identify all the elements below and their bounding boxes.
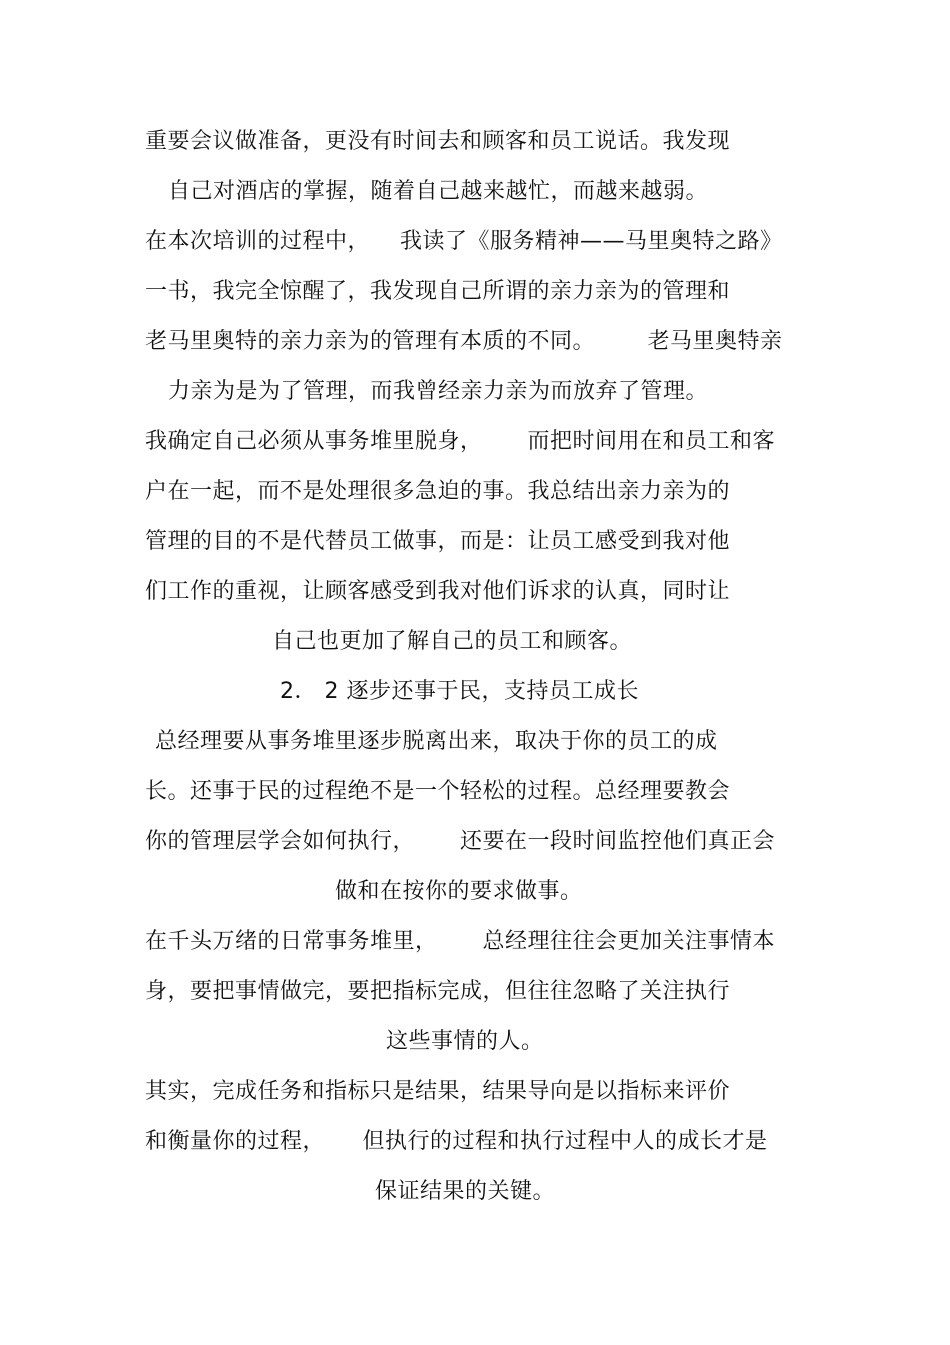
text-line: 我确定自己必须从事务堆里脱身， 而把时间用在和员工和客 xyxy=(145,429,775,454)
text-line: 力亲为是为了管理，而我曾经亲力亲为而放弃了管理。 xyxy=(168,379,709,404)
text-line: 在千头万绪的日常事务堆里， 总经理往往会更加关注事情本 xyxy=(145,929,775,954)
text-line: 管理的目的不是代替员工做事，而是：让员工感受到我对他 xyxy=(145,529,731,554)
text-line: 重要会议做准备，更没有时间去和顾客和员工说话。我发现 xyxy=(145,129,731,154)
text-line: 一书，我完全惊醒了，我发现自己所谓的亲力亲为的管理和 xyxy=(145,279,731,304)
text-line: 身，要把事情做完，要把指标完成，但往往忽略了关注执行 xyxy=(145,979,731,1004)
text-line: 保证结果的关键。 xyxy=(375,1179,556,1204)
text-line: 长。还事于民的过程绝不是一个轻松的过程。总经理要教会 xyxy=(145,779,731,804)
text-line: 总经理要从事务堆里逐步脱离出来，取决于你的员工的成 xyxy=(155,729,718,754)
text-line: 这些事情的人。 xyxy=(386,1029,544,1054)
text-line: 自己也更加了解自己的员工和顾客。 xyxy=(272,629,633,654)
text-line: 其实，完成任务和指标只是结果，结果导向是以指标来评价 xyxy=(145,1079,731,1104)
text-line: 你的管理层学会如何执行， 还要在一段时间监控他们真正会 xyxy=(145,829,775,854)
text-line: 老马里奥特的亲力亲为的管理有本质的不同。 老马里奥特亲 xyxy=(145,329,783,354)
section-heading: 2． 2 逐步还事于民，支持员工成长 xyxy=(280,679,639,704)
text-line: 们工作的重视，让顾客感受到我对他们诉求的认真，同时让 xyxy=(145,579,731,604)
text-line: 和衡量你的过程， 但执行的过程和执行过程中人的成长才是 xyxy=(145,1129,768,1154)
text-line: 在本次培训的过程中， 我读了《服务精神——马里奥特之路》 xyxy=(145,229,783,254)
text-line: 户在一起，而不是处理很多急迫的事。我总结出亲力亲为的 xyxy=(145,479,731,504)
text-line: 做和在按你的要求做事。 xyxy=(335,879,583,904)
text-line: 自己对酒店的掌握，随着自己越来越忙，而越来越弱。 xyxy=(168,179,709,204)
